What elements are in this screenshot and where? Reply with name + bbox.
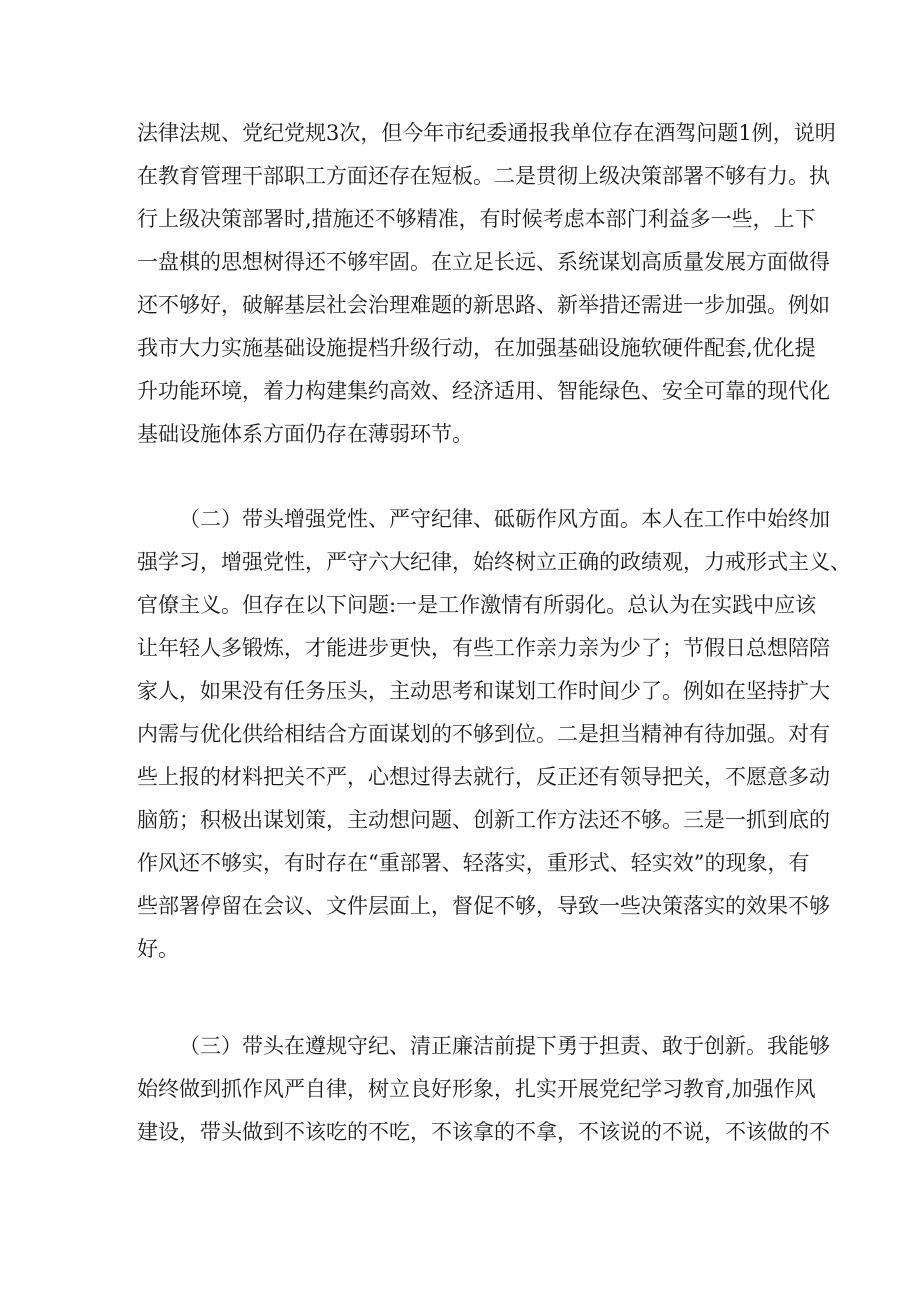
paragraph-line: 内需与优化供给相结合方面谋划的不够到位。二是担当精神有待加强。对有 <box>137 722 830 746</box>
paragraph-1 <box>137 112 836 456</box>
paragraph-line: 升功能环境，着力构建集约高效、经济适用、智能绿色、安全可靠的现代化 <box>137 379 830 403</box>
paragraph-line: 些上报的材料把关不严，心想过得去就行，反正还有领导把关，不愿意多动 <box>137 765 830 789</box>
paragraph-line: 脑筋；积极出谋划策，主动想问题、创新工作方法还不够。三是一抓到底的 <box>137 808 830 832</box>
paragraph-line: （二）带头增强党性、严守纪律、砥砺作风方面。本人在工作中始终加 <box>179 507 830 531</box>
paragraph-line: 让年轻人多锻炼，才能进步更快，有些工作亲力亲为少了；节假日总想陪陪 <box>137 636 830 660</box>
paragraph-line: 还不够好，破解基层社会治理难题的新思路、新举措还需进一步加强。例如 <box>137 293 830 317</box>
paragraph-line: 法律法规、党纪党规3次，但今年市纪委通报我单位存在酒驾问题1例，说明 <box>137 121 836 145</box>
paragraph-line: 家人，如果没有任务压头，主动思考和谋划工作时间少了。例如在坚持扩大 <box>137 679 830 703</box>
paragraph-line: 在教育管理干部职工方面还存在短板。二是贯彻上级决策部署不够有力。执 <box>137 164 830 188</box>
paragraph-line: 行上级决策部署时,措施还不够精准，有时候考虑本部门利益多一些，上下 <box>137 207 816 231</box>
paragraph-line: 好。 <box>137 937 179 961</box>
paragraph-line: 建设，带头做到不该吃的不吃，不该拿的不拿，不该说的不说，不该做的不 <box>137 1120 830 1144</box>
paragraph-line: （三）带头在遵规守纪、清正廉洁前提下勇于担责、敢于创新。我能够 <box>179 1034 830 1058</box>
paragraph-line: 强学习，增强党性，严守六大纪律，始终树立正确的政绩观，力戒形式主义、 <box>137 550 851 574</box>
paragraph-line: 作风还不够实，有时存在“重部署、轻落实，重形式、轻实效”的现象，有 <box>137 851 810 875</box>
paragraph-line: 基础设施体系方面仍存在薄弱环节。 <box>137 422 473 446</box>
paragraph-line: 官僚主义。但存在以下问题:一是工作激情有所弱化。总认为在实践中应该 <box>137 593 817 617</box>
paragraph-line: 我市大力实施基础设施提档升级行动，在加强基础设施软硬件配套,优化提 <box>137 336 816 360</box>
paragraph-line: 始终做到抓作风严自律，树立良好形象，扎实开展党纪学习教育,加强作风 <box>137 1077 816 1101</box>
paragraph-3 <box>137 1025 830 1154</box>
paragraph-line: 一盘棋的思想树得还不够牢固。在立足长远、系统谋划高质量发展方面做得 <box>137 250 830 274</box>
paragraph-2 <box>137 498 851 971</box>
paragraph-line: 些部署停留在会议、文件层面上，督促不够，导致一些决策落实的效果不够 <box>137 894 830 918</box>
